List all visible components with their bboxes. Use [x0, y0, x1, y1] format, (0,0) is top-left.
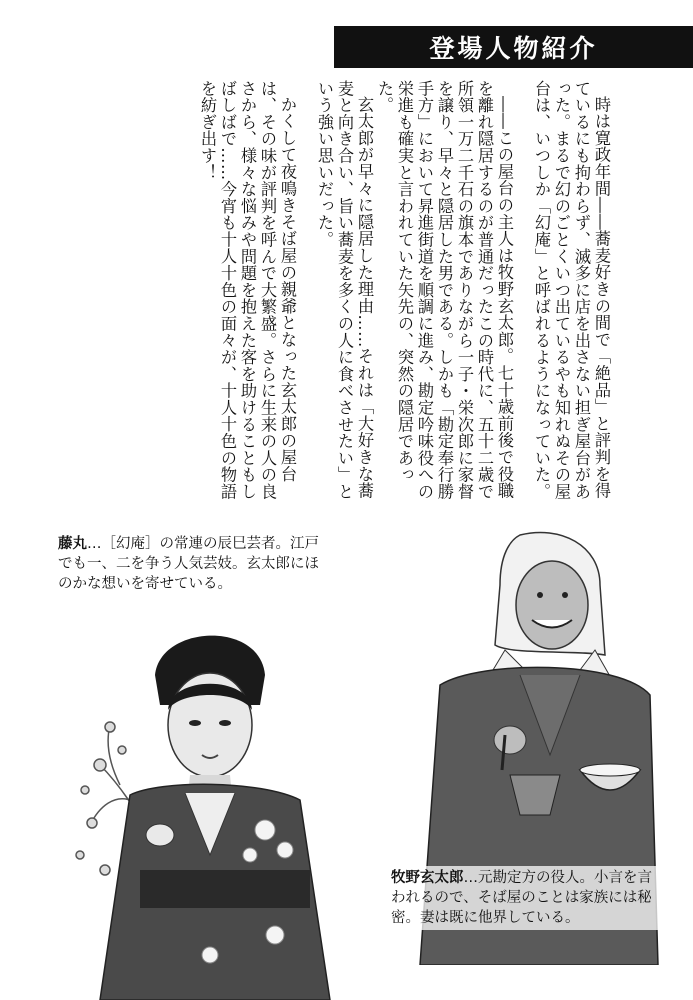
character-name: 牧野玄太郎	[391, 870, 464, 886]
character-caption-gentaro	[387, 866, 665, 930]
character-description: …［幻庵］の常連の辰巳芸者。江戸でも一、二を争う人気芸妓。玄太郎にほのかな想いを寄せている。	[58, 536, 319, 592]
intro-paragraph: かくして夜鳴きそば屋の親爺となった玄太郎の屋台は、その味が評判を呼んで大繁盛。さらに生来の人の良さから、様々な悩みや問題を抱えた客を助けることもしばしばで……今宵も十人十色の面々が、十人十色の物語を紡ぎ出す！	[198, 80, 297, 500]
intro-paragraph: 玄太郎が早々に隠居した理由……それは「大好きな蕎麦と向き合い、旨い蕎麦を多くの人に食べさせたい」という強い思いだった。	[315, 80, 374, 500]
geisha-illustration	[60, 615, 350, 1000]
intro-text	[51, 80, 611, 500]
character-name: 藤丸	[58, 536, 87, 552]
character-caption-fujimaru	[58, 534, 328, 594]
character-description: …元勘定方の役人。小言を言われるので、そば屋のことは家族には秘密。妻は既に他界している。	[391, 870, 652, 926]
intro-paragraph: 時は寛政年間――蕎麦好きの間で「絶品」と評判を得ているにも拘わらず、滅多に店を出さない担ぎ屋台があった。まるで幻のごとくいつ出ているやも知れぬその屋台は、いつしか「幻庵」と呼ばれるようになっていた。	[532, 80, 611, 500]
geisha-figure-icon	[100, 636, 330, 1000]
intro-paragraph: ――この屋台の主人は牧野玄太郎。七十歳前後で役職を離れ隠居するのが普通だったこの時代に、五十二歳で所領一万二千石の旗本でありながら一子・栄次郎に家督を譲り、早々と隠居した男である。しかも「勘定奉行勝手方」において昇進街道を順調に進み、勘定吟味役への栄進も確実と言われていた矢先の、突然の隠居であった。	[375, 80, 514, 500]
section-title: 登場人物紹介	[334, 26, 693, 68]
